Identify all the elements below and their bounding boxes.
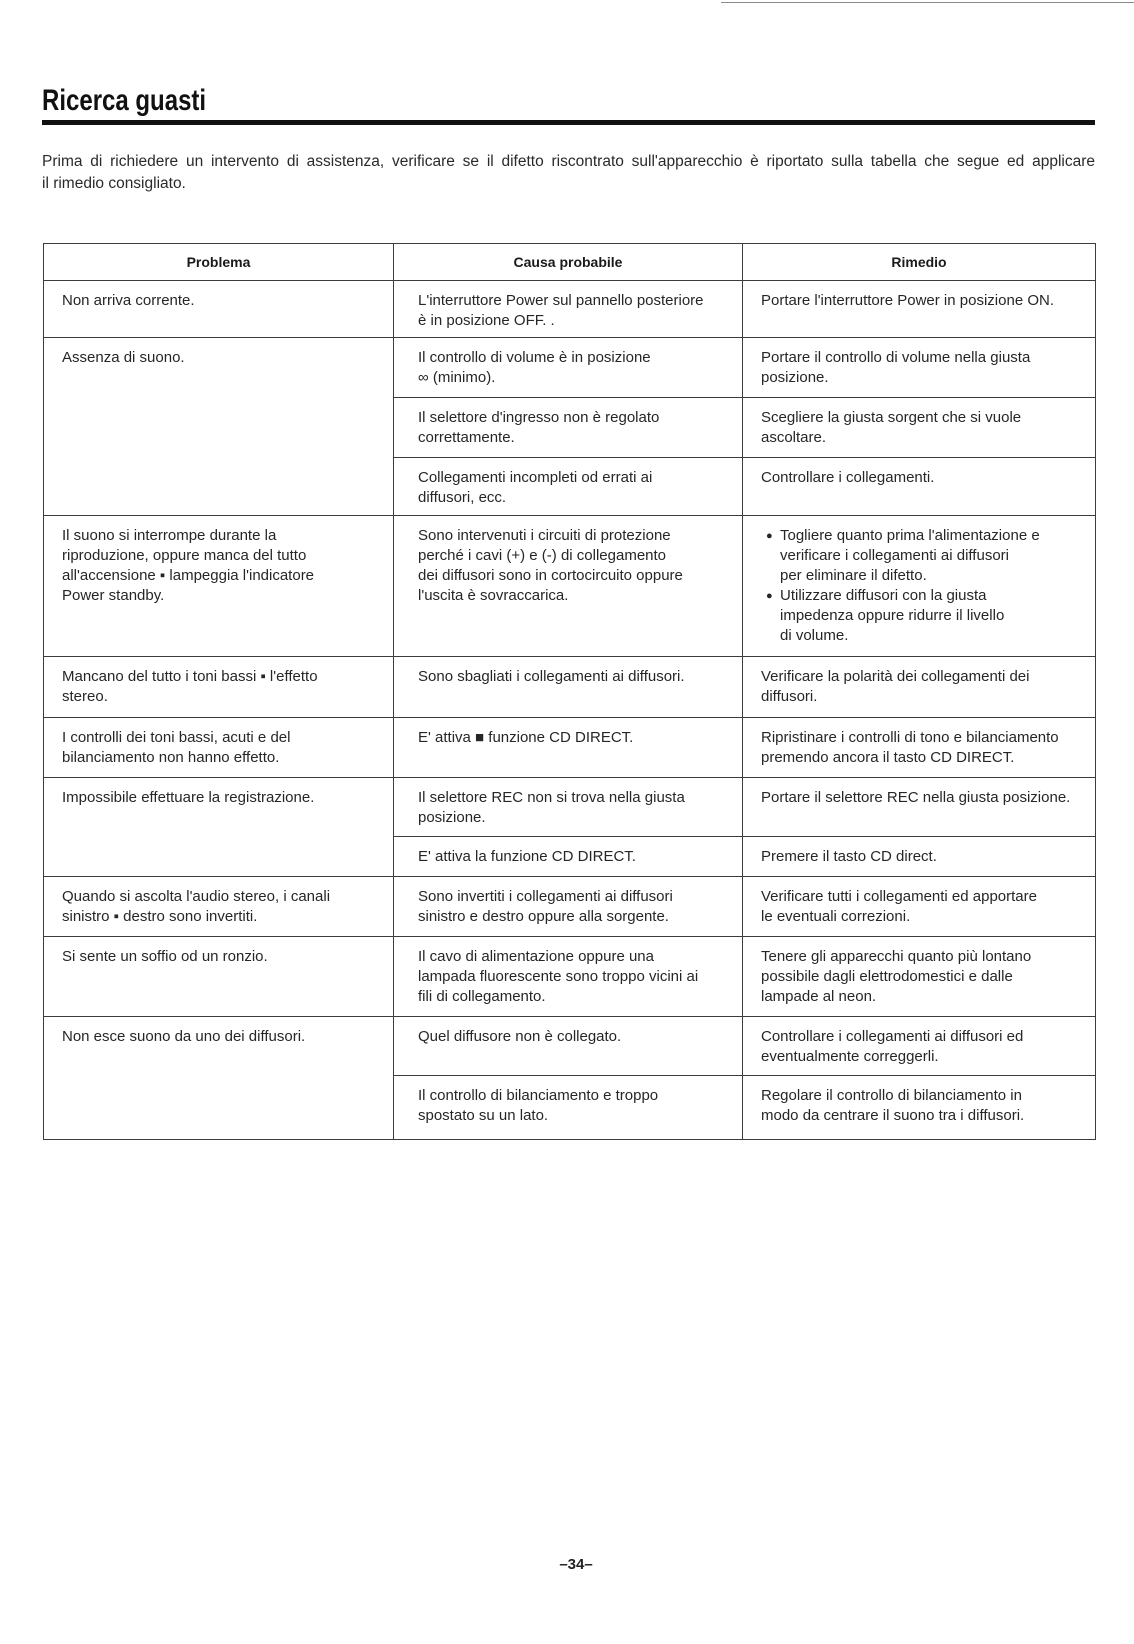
remedy-cell: Ripristinare i controlli di tono e bilanciamento premendo ancora il tasto CD DIRECT. bbox=[743, 718, 1096, 778]
cause-cell: Sono invertiti i collegamenti ai diffusori sinistro e destro oppure alla sorgente. bbox=[394, 877, 743, 937]
top-edge-line bbox=[721, 2, 1134, 3]
cause-cell: Quel diffusore non è collegato. bbox=[394, 1017, 743, 1076]
remedy-cell: Tenere gli apparecchi quanto più lontano possibile dagli elettrodomestici e dalle lampade al neon. bbox=[743, 937, 1096, 1017]
header-rimedio: Rimedio bbox=[743, 244, 1096, 281]
problem-cell: Mancano del tutto i toni bassi ▪ l'effetto stereo. bbox=[44, 657, 394, 718]
troubleshooting-table bbox=[43, 243, 1096, 1140]
remedy-cell: Portare il selettore REC nella giusta posizione. bbox=[743, 778, 1096, 837]
remedy-bullet-item bbox=[766, 526, 1089, 586]
remedy-cell: Regolare il controllo di bilanciamento in modo da centrare il suono tra i diffusori. bbox=[743, 1076, 1096, 1140]
remedy-cell: Portare il controllo di volume nella giusta posizione. bbox=[743, 338, 1096, 398]
remedy-cell: Controllare i collegamenti ai diffusori ed eventualmente correggerli. bbox=[743, 1017, 1096, 1076]
remedy-bullet-text: Utilizzare diffusori con la giusta impedenza oppure ridurre il livello di volume. bbox=[780, 587, 1005, 644]
table-row bbox=[44, 718, 1096, 778]
cause-cell: Il controllo di volume è in posizione ∞ (minimo). bbox=[394, 338, 743, 398]
remedy-cell: Premere il tasto CD direct. bbox=[743, 837, 1096, 877]
table-row bbox=[44, 657, 1096, 718]
header-causa-probabile: Causa probabile bbox=[394, 244, 743, 281]
table-row bbox=[44, 937, 1096, 1017]
problem-cell: Non arriva corrente. bbox=[44, 281, 394, 338]
cause-cell: Il controllo di bilanciamento e troppo spostato su un lato. bbox=[394, 1076, 743, 1140]
table-row bbox=[44, 1017, 1096, 1076]
cause-cell: E' attiva ■ funzione CD DIRECT. bbox=[394, 718, 743, 778]
table-row bbox=[44, 877, 1096, 937]
table-row bbox=[44, 778, 1096, 837]
problem-cell: Impossibile effettuare la registrazione. bbox=[44, 778, 394, 877]
problem-cell: Non esce suono da uno dei diffusori. bbox=[44, 1017, 394, 1140]
bullet-icon bbox=[766, 526, 773, 546]
cause-cell: L'interruttore Power sul pannello posteriore è in posizione OFF. . bbox=[394, 281, 743, 338]
problem-cell: Il suono si interrompe durante la riproduzione, oppure manca del tutto all'accensione ▪ lampeggia l'indicatore Power standby. bbox=[44, 516, 394, 657]
problem-cell: Quando si ascolta l'audio stereo, i canali sinistro ▪ destro sono invertiti. bbox=[44, 877, 394, 937]
intro-paragraph bbox=[42, 151, 1095, 195]
cause-cell: Sono sbagliati i collegamenti ai diffusori. bbox=[394, 657, 743, 718]
remedy-cell: Verificare tutti i collegamenti ed apportare le eventuali correzioni. bbox=[743, 877, 1096, 937]
cause-cell: Collegamenti incompleti od errati ai diffusori, ecc. bbox=[394, 458, 743, 516]
remedy-cell: Scegliere la giusta sorgent che si vuole ascoltare. bbox=[743, 398, 1096, 458]
cause-cell: Il selettore d'ingresso non è regolato correttamente. bbox=[394, 398, 743, 458]
bullet-icon bbox=[766, 586, 773, 606]
table-row bbox=[44, 516, 1096, 657]
table-row bbox=[44, 281, 1096, 338]
intro-line: Prima di richiedere un intervento di assistenza, verificare se il difetto riscontrato sull'apparecchio è riportato sulla tabella che segue ed applicare bbox=[42, 153, 1095, 170]
problem-cell: I controlli dei toni bassi, acuti e del bilanciamento non hanno effetto. bbox=[44, 718, 394, 778]
remedy-bullet-item bbox=[766, 586, 1089, 646]
intro-line: il rimedio consigliato. bbox=[42, 175, 186, 192]
cause-cell: Il cavo di alimentazione oppure una lampada fluorescente sono troppo vicini ai fili di collegamento. bbox=[394, 937, 743, 1017]
page-title: Ricerca guasti bbox=[42, 84, 207, 117]
remedy-cell: Verificare la polarità dei collegamenti dei diffusori. bbox=[743, 657, 1096, 718]
problem-cell: Assenza di suono. bbox=[44, 338, 394, 516]
remedy-cell: Portare l'interruttore Power in posizione ON. bbox=[743, 281, 1096, 338]
page-number: –34– bbox=[559, 1556, 593, 1573]
cause-cell: E' attiva la funzione CD DIRECT. bbox=[394, 837, 743, 877]
remedy-cell: Controllare i collegamenti. bbox=[743, 458, 1096, 516]
problem-cell: Si sente un soffio od un ronzio. bbox=[44, 937, 394, 1017]
title-rule bbox=[42, 120, 1095, 125]
table-header-row bbox=[44, 244, 1096, 281]
cause-cell: Sono intervenuti i circuiti di protezione perché i cavi (+) e (-) di collegamento dei diffusori sono in cortocircuito oppure l'uscita è sovraccarica. bbox=[394, 516, 743, 657]
remedy-cell bbox=[743, 516, 1096, 657]
cause-cell: Il selettore REC non si trova nella giusta posizione. bbox=[394, 778, 743, 837]
header-problema: Problema bbox=[44, 244, 394, 281]
remedy-bullet-text: Togliere quanto prima l'alimentazione e verificare i collegamenti ai diffusori per eliminare il difetto. bbox=[780, 527, 1040, 584]
table-row bbox=[44, 338, 1096, 398]
